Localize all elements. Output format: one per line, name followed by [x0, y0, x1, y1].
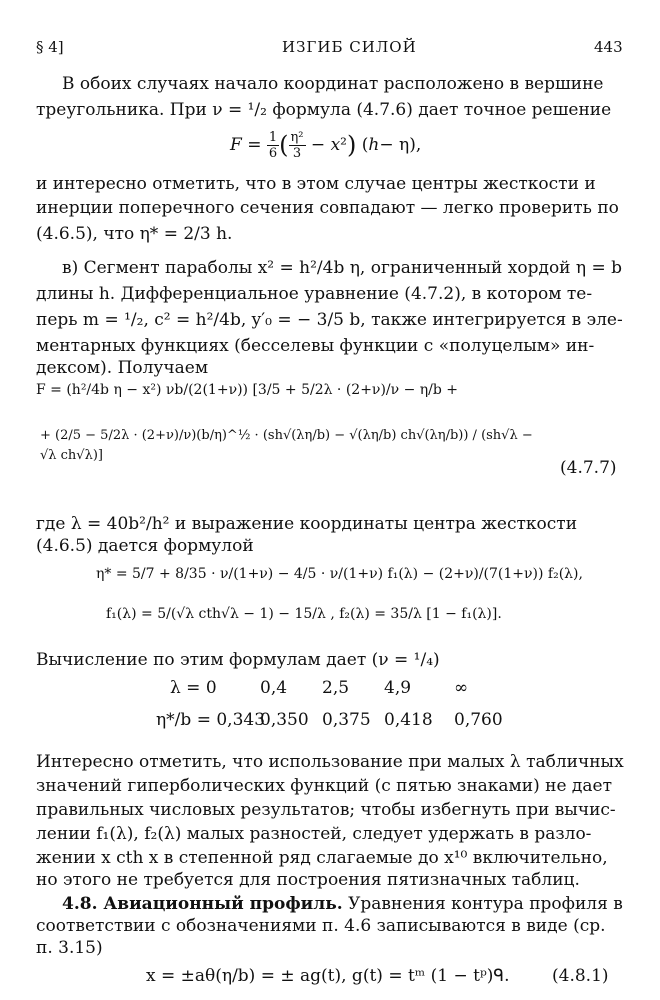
equation-f1-f2: f₁(λ) = 5/(√λ cth√λ − 1) − 15/λ , f₂(λ) = 35/λ [1 − f₁(λ)]. — [106, 606, 502, 622]
text-line: где λ = 40b²/h² и выражение координаты центра жесткости — [36, 514, 578, 534]
text-line: жении x cth x в степенной ряд слагаемые до x¹⁰ включительно, — [36, 848, 608, 868]
equation-4-7-7-row1: F = (h²/4b η − x²) νb/(2(1+ν)) [3/5 + 5/2λ · (2+ν)/ν − η/b + — [36, 382, 459, 398]
table-cell: ∞ — [454, 678, 469, 698]
equation-4-7-7-row2: + (2/5 − 5/2λ · (2+ν)/ν)(b/η)^½ · (sh√(λη/b) − √(λη/b) ch√(λη/b)) / (sh√λ − √λ ch√λ)] — [40, 428, 533, 463]
text-line: Вычисление по этим формулам дает (ν = ¹/₄) — [36, 650, 440, 670]
text-line: лении f₁(λ), f₂(λ) малых разностей, следует удержать в разло- — [36, 824, 592, 844]
text-line: но этого не требуется для построения пятизначных таблиц. — [36, 870, 580, 890]
page-number: 443 — [594, 38, 623, 56]
table-cell: 0,350 — [260, 710, 309, 730]
text-line: инерции поперечного сечения совпадают — легко проверить по — [36, 198, 619, 218]
text-line: дексом). Получаем — [36, 358, 209, 378]
equation-number: (4.8.1) — [552, 966, 609, 986]
table-cell: 0,4 — [260, 678, 288, 698]
text-line: (4.6.5) дается формулой — [36, 536, 254, 556]
text-line: значений гиперболических функций (с пятью знаками) не дает — [36, 776, 612, 796]
running-title: ИЗГИБ СИЛОЙ — [282, 38, 417, 56]
table-cell: 0,760 — [454, 710, 503, 730]
text-line: Интересно отметить, что использование при малых λ табличных — [36, 752, 624, 772]
text-line: и интересно отметить, что в этом случае центры жесткости и — [36, 174, 596, 194]
table-cell: 4,9 — [384, 678, 412, 698]
text-line: п. 3.15) — [36, 938, 103, 958]
table-label: λ = 0 — [170, 678, 217, 698]
equation-4-8-1: x = ±aθ(η/b) = ± ag(t), g(t) = tᵐ (1 − tᵖ)ᑫ. — [146, 966, 510, 986]
table-cell: 0,418 — [384, 710, 433, 730]
text-line: Уравнения контура профиля в — [348, 894, 623, 914]
equation-number: (4.7.7) — [560, 458, 617, 478]
text-line: В обоих случаях начало координат расположено в вершине — [62, 74, 604, 94]
table-row — [156, 700, 516, 740]
values-table — [156, 676, 516, 740]
text-line: длины h. Дифференциальное уравнение (4.7.2), в котором те- — [36, 284, 593, 304]
text-line: в) Сегмент параболы x² = h²/4b η, ограниченный хордой η = b — [62, 258, 623, 278]
text-line: ментарных функциях (бесселевы функции с «полуцелым» ин- — [36, 336, 595, 356]
text-line: перь m = ¹/₂, c² = h²/4b, y′₀ = − 3/5 b, также интегрируется в эле- — [36, 310, 623, 330]
text-line: правильных числовых результатов; чтобы избегнуть при вычис- — [36, 800, 616, 820]
equation-F-simple: F = $\frac{1}{6}$ ( $\frac{\text{η²}}{3}$ − x ² ) ( h − η), — [230, 129, 422, 161]
equation-eta-star: η* = 5/7 + 8/35 · ν/(1+ν) − 4/5 · ν/(1+ν) f₁(λ) − (2+ν)/(7(1+ν)) f₂(λ), — [96, 566, 583, 582]
table-label: η*/b = 0,343 — [156, 710, 266, 730]
text-line: соответствии с обозначениями п. 4.6 записываются в виде (ср. — [36, 916, 606, 936]
table-cell: 2,5 — [322, 678, 350, 698]
table-row — [170, 676, 516, 700]
text-line: треугольника. При ν = ¹/₂ формула (4.7.6) дает точное решение — [36, 100, 612, 120]
section-heading-line — [62, 892, 623, 916]
section-heading: 4.8. Авиационный профиль. — [62, 894, 343, 914]
table-cell: 0,375 — [322, 710, 371, 730]
section-marker: § 4] — [36, 38, 64, 56]
text-line: (4.6.5), что η* = 2/3 h. — [36, 224, 233, 244]
